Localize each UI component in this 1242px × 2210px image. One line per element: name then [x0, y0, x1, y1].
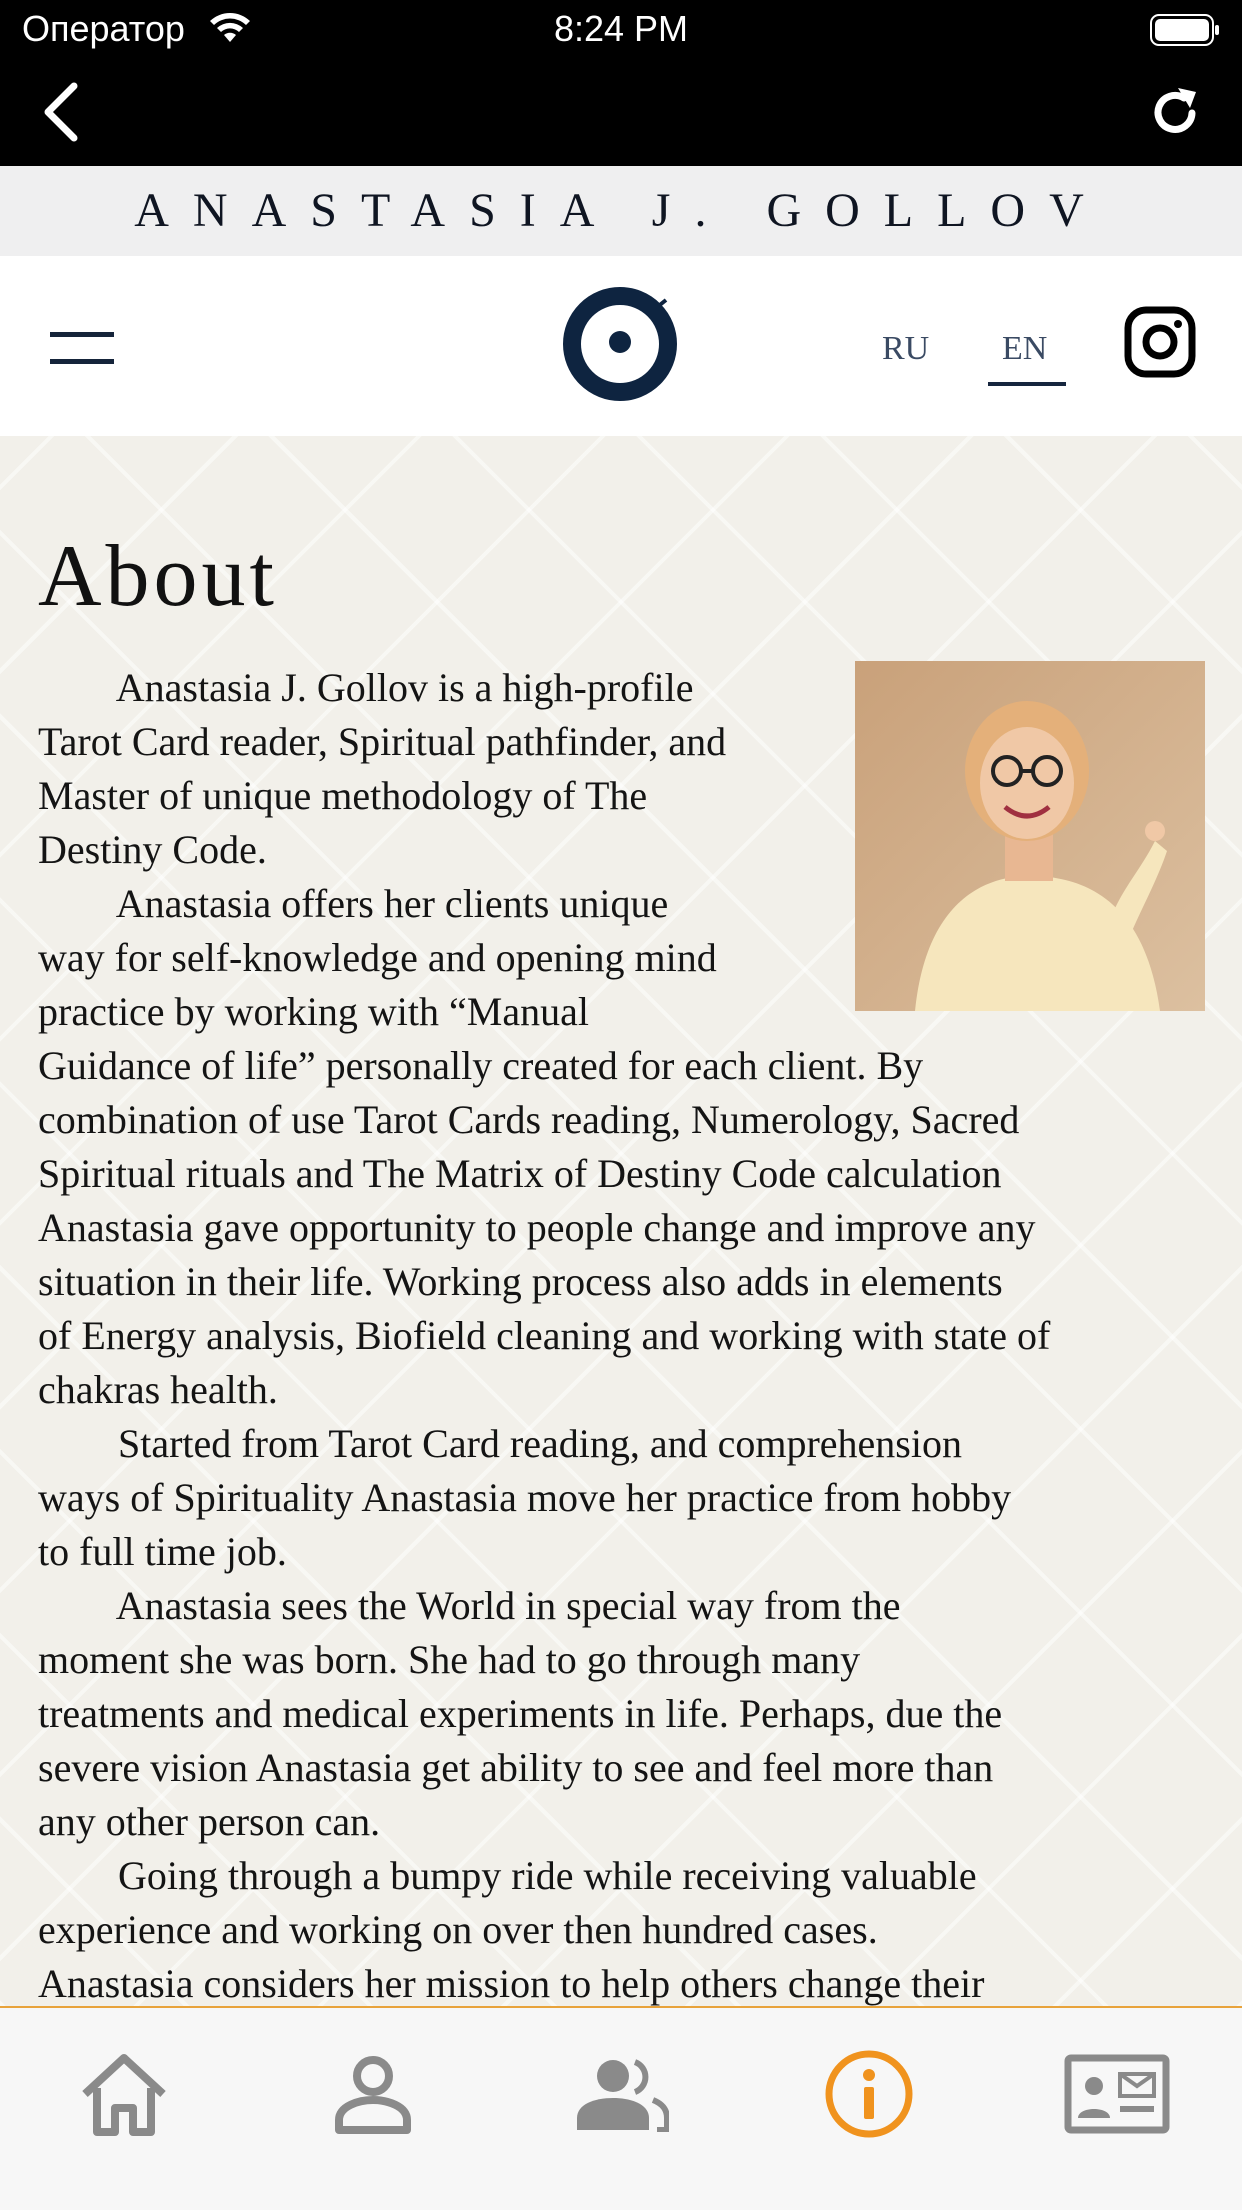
active-language-underline [988, 382, 1066, 386]
info-icon [824, 2049, 914, 2144]
paragraph-5: Going through a bumpy ride while receiving valuable experience and working on over then hundred cases. Anastasia considers her mission to help others change their [38, 1853, 985, 2006]
site-header [0, 256, 1242, 436]
paragraph-3: Started from Tarot Card reading, and comprehension ways of Spirituality Anastasia move her practice from hobby to full time job. [38, 1421, 1012, 1574]
chevron-left-icon[interactable] [40, 82, 84, 147]
language-ru[interactable]: RU [882, 330, 930, 367]
paragraph-2: Anastasia offers her clients unique way for self-knowledge and opening mind practice by working with “Manual Guidance of life” personally created for each client. By combination of use Tarot Cards reading, Numerology, Sacred Spiritual rituals and The Matrix of Destiny Code calculation Anastasia gave opportunity to people change and improve any situation in their life. Working process also adds in elements of Energy analysis, Biofield cleaning and working with state of chakras health. [38, 881, 1051, 1412]
site-title-banner [0, 166, 1242, 256]
language-en[interactable]: EN [1002, 330, 1048, 367]
eye-logo-icon[interactable] [560, 284, 680, 409]
tab-bar [0, 2006, 1242, 2210]
battery-icon [1150, 14, 1220, 51]
tab-contacts[interactable] [1062, 2046, 1172, 2146]
hamburger-menu-icon[interactable] [50, 328, 114, 373]
page-title: About [38, 528, 278, 625]
clock: 8:24 PM [553, 8, 689, 49]
tab-profile[interactable] [318, 2046, 428, 2146]
reload-icon[interactable] [1148, 86, 1202, 145]
instagram-icon[interactable] [1124, 306, 1196, 383]
home-icon [79, 2052, 169, 2141]
status-bar [0, 0, 1242, 60]
paragraph-1: Anastasia J. Gollov is a high-profile Tarot Card reader, Spiritual pathfinder, and Master of unique methodology of The Destiny Code. [38, 665, 727, 872]
site-title: ANASTASIA J. GOLLOV [134, 184, 1108, 237]
tab-about[interactable] [814, 2046, 924, 2146]
contact-card-icon [1064, 2054, 1170, 2139]
tab-home[interactable] [69, 2046, 179, 2146]
browser-nav-bar [0, 60, 1242, 166]
people-icon [573, 2056, 669, 2137]
carrier-name: Оператор [22, 8, 185, 49]
person-icon [333, 2054, 413, 2139]
paragraph-4: Anastasia sees the World in special way from the moment she was born. She had to go through many treatments and medical experiments in life. Perhaps, due the severe vision Anastasia get ability to see and feel more than any other person can. [38, 1583, 1003, 1844]
tab-community[interactable] [566, 2046, 676, 2146]
about-content [0, 436, 1242, 2006]
